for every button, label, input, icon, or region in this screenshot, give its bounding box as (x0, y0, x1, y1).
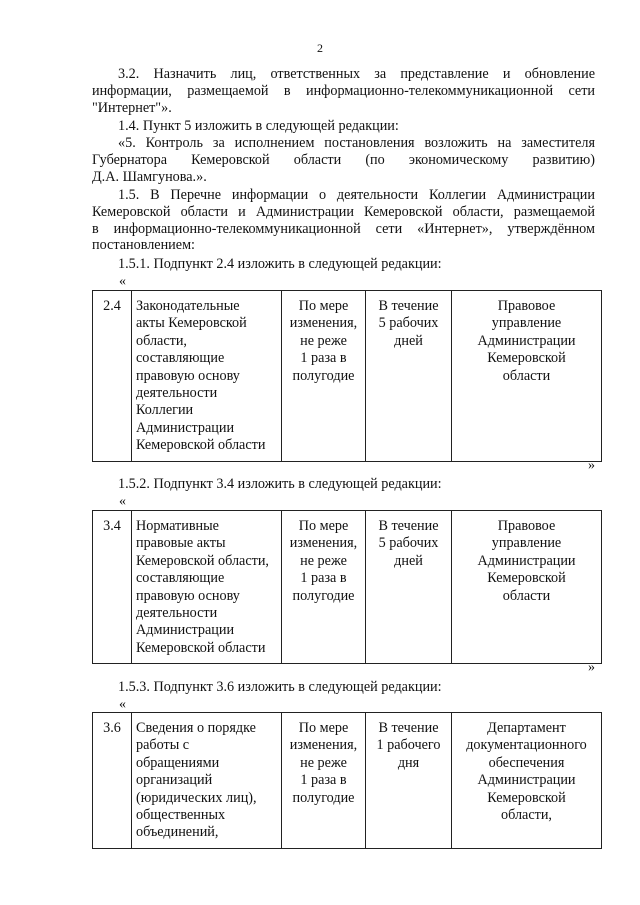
table-row (93, 291, 602, 462)
line (92, 100, 595, 117)
update-term (366, 511, 452, 664)
cell-line: не реже (300, 552, 347, 569)
cell-line: полугодие (292, 367, 355, 384)
cell-line: области, (136, 332, 187, 349)
cell-line: правовые акты (136, 535, 226, 552)
cell-line: Нормативные (136, 518, 219, 534)
cell-line: изменения, (289, 315, 358, 332)
table-item-2-4 (92, 290, 602, 462)
cell-line: обеспечения (488, 754, 565, 771)
quote-close: » (588, 458, 595, 473)
cell-line: деятельности (136, 605, 218, 622)
update-frequency (282, 511, 366, 664)
table-item-3-6 (92, 712, 602, 849)
cell-line: области (502, 587, 551, 604)
cell-line: Администрации (477, 552, 576, 569)
paragraph-1-5 (92, 187, 595, 254)
text: информации, размещаемой в информационно-телекоммуникационной сети (92, 82, 595, 99)
item-number: 3.4 (93, 511, 132, 664)
line (92, 187, 595, 204)
update-term (366, 291, 452, 462)
cell-line: объединений, (136, 824, 219, 841)
cell-line: дней (394, 332, 423, 349)
cell-line: 1 раза в (300, 570, 347, 587)
cell-line: Правовое (497, 298, 556, 314)
cell-line: Коллегии (136, 402, 194, 419)
cell-line: В течение (378, 298, 439, 314)
cell-line: изменения, (289, 535, 358, 552)
text: 1.4. Пункт 5 изложить в следующей редакции: (118, 118, 399, 134)
line (92, 135, 595, 152)
text: "Интернет"». (92, 99, 172, 116)
word: Кемеровской (191, 151, 270, 168)
cell-line: составляющие (136, 350, 225, 367)
cell-line: работы с (136, 737, 190, 754)
update-frequency (282, 713, 366, 849)
paragraph-control (92, 135, 595, 185)
word: (по (365, 151, 385, 168)
table-item-3-4 (92, 510, 602, 664)
word: экономическому (408, 151, 509, 168)
cell-line: Администрации (136, 622, 235, 639)
item-name (132, 511, 282, 664)
cell-line: Администрации (477, 332, 576, 349)
cell-line: 5 рабочих (378, 535, 439, 552)
table-row (93, 713, 602, 849)
cell-line: По мере (298, 518, 349, 534)
line-spread (92, 152, 595, 169)
paragraph-1-5-3 (92, 679, 595, 696)
text: Д.А. Шамгунова.». (92, 168, 207, 185)
cell-line: Департамент (487, 720, 566, 736)
cell-line: В течение (378, 720, 439, 736)
cell-line: документационного (466, 737, 587, 754)
cell-line: Кемеровской (487, 789, 566, 806)
quote-open: « (119, 274, 126, 289)
line (92, 83, 595, 100)
text: постановлением: (92, 237, 195, 254)
quote-open: « (119, 697, 126, 712)
item-name (132, 713, 282, 849)
text: «5. Контроль за исполнением постановления возложить на заместителя (118, 135, 595, 151)
item-number: 2.4 (93, 291, 132, 462)
item-number: 3.6 (93, 713, 132, 849)
cell-line: организаций (136, 772, 213, 789)
cell-line: Администрации (477, 772, 576, 789)
responsible-unit (452, 291, 602, 462)
text: 3.2. Назначить лиц, ответственных за представление и обновление (118, 66, 595, 82)
cell-line: правовую основу (136, 367, 240, 384)
paragraph-1-5-2 (92, 476, 595, 493)
text: 1.5.3. Подпункт 3.6 изложить в следующей редакции: (118, 679, 442, 695)
cell-line: управление (491, 315, 562, 332)
cell-line: составляющие (136, 570, 225, 587)
item-name (132, 291, 282, 462)
cell-line: изменения, (289, 737, 358, 754)
responsible-unit (452, 713, 602, 849)
cell-line: (юридических лиц), (136, 789, 257, 806)
word: области (293, 151, 342, 168)
cell-line: Кемеровской области, (136, 552, 269, 569)
cell-line: 1 раза в (300, 772, 347, 789)
paragraph-1-4 (92, 118, 595, 135)
cell-line: Администрации (136, 419, 235, 436)
cell-line: Кемеровской (487, 350, 566, 367)
quote-close: » (588, 660, 595, 675)
text: в информационно-телекоммуникационной сети «Интернет», утверждённом (92, 220, 595, 237)
cell-line: По мере (298, 720, 349, 736)
cell-line: 1 раза в (300, 350, 347, 367)
word: развитию) (532, 151, 595, 168)
paragraph-3-2 (92, 66, 595, 116)
text: 1.5.2. Подпункт 3.4 изложить в следующей редакции: (118, 476, 442, 492)
cell-line: 1 рабочего (376, 737, 441, 754)
update-term (366, 713, 452, 849)
cell-line: 5 рабочих (378, 315, 439, 332)
cell-line: Кемеровской области (136, 639, 266, 656)
cell-line: дня (397, 754, 420, 771)
text: 1.5.1. Подпункт 2.4 изложить в следующей редакции: (118, 256, 442, 272)
cell-line: Законодательные (136, 298, 240, 314)
cell-line: По мере (298, 298, 349, 314)
word: Губернатора (92, 151, 168, 168)
cell-line: Кемеровской (487, 570, 566, 587)
cell-line: полугодие (292, 789, 355, 806)
cell-line: области, (501, 807, 552, 824)
cell-line: обращениями (136, 754, 220, 771)
cell-line: полугодие (292, 587, 355, 604)
line (92, 169, 595, 186)
cell-line: общественных (136, 807, 226, 824)
table-row (93, 511, 602, 664)
responsible-unit (452, 511, 602, 664)
text: 1.5. В Перечне информации о деятельности Коллегии Администрации (118, 187, 595, 203)
cell-line: Правовое (497, 518, 556, 534)
text: Кемеровской области и Администрации Кемеровской области, размещаемой (92, 203, 595, 220)
cell-line: управление (491, 535, 562, 552)
cell-line: Кемеровской области (136, 437, 266, 454)
line (92, 66, 595, 83)
quote-open: « (119, 494, 126, 509)
paragraph-1-5-1 (92, 256, 595, 273)
cell-line: не реже (300, 332, 347, 349)
cell-line: деятельности (136, 385, 218, 402)
cell-line: области (502, 367, 551, 384)
cell-line: Сведения о порядке (136, 720, 256, 736)
cell-line: В течение (378, 518, 439, 534)
cell-line: правовую основу (136, 587, 240, 604)
cell-line: акты Кемеровской (136, 315, 247, 332)
cell-line: дней (394, 552, 423, 569)
cell-line: не реже (300, 754, 347, 771)
page-number: 2 (317, 41, 323, 55)
update-frequency (282, 291, 366, 462)
